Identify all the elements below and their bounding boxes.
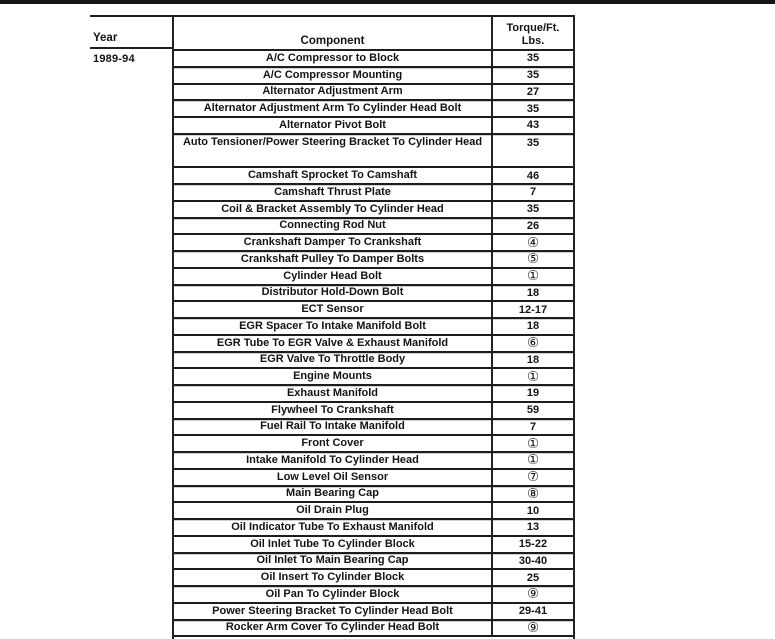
table-row bbox=[174, 202, 573, 219]
table-row bbox=[174, 168, 573, 185]
table-row bbox=[174, 353, 573, 370]
torque-cell: ① bbox=[491, 436, 573, 451]
component-cell: Intake Manifold To Cylinder Head bbox=[246, 453, 419, 466]
torque-cell: ⑧ bbox=[491, 487, 573, 502]
component-cell: Rocker Arm Cover To Cylinder Head Bolt bbox=[225, 621, 440, 634]
table-row bbox=[174, 386, 573, 403]
component-cell: Engine Mounts bbox=[293, 370, 372, 383]
component-cell: Main Bearing Cap bbox=[286, 487, 379, 500]
torque-cell: 18 bbox=[491, 353, 573, 368]
table-row bbox=[174, 570, 573, 587]
torque-cell: 7 bbox=[491, 185, 573, 200]
table-row bbox=[174, 453, 573, 470]
table-row bbox=[174, 118, 573, 135]
year-value: 1989-94 bbox=[93, 53, 135, 65]
component-cell: Auto Tensioner/Power Steering Bracket To Cylinder Head bbox=[182, 135, 483, 148]
torque-header-line1: Torque/Ft. bbox=[506, 22, 560, 35]
torque-cell: ① bbox=[491, 453, 573, 468]
table-row bbox=[174, 554, 573, 571]
table-rows bbox=[174, 51, 573, 637]
component-cell: Coil & Bracket Assembly To Cylinder Head bbox=[221, 202, 444, 215]
table-row bbox=[174, 470, 573, 487]
torque-header bbox=[491, 17, 573, 49]
component-cell: Distributor Hold-Down Bolt bbox=[261, 286, 404, 299]
component-cell: Low Level Oil Sensor bbox=[276, 470, 389, 483]
component-cell: Front Cover bbox=[301, 437, 364, 450]
table-row bbox=[174, 436, 573, 453]
table-row bbox=[174, 369, 573, 386]
torque-cell: 7 bbox=[491, 420, 573, 435]
torque-cell: 10 bbox=[491, 503, 573, 518]
table-header-row bbox=[174, 17, 573, 51]
component-cell: Oil Insert To Cylinder Block bbox=[260, 571, 405, 584]
component-header: Component bbox=[300, 35, 365, 47]
component-cell: A/C Compressor Mounting bbox=[262, 68, 403, 81]
torque-cell: 35 bbox=[491, 101, 573, 116]
torque-cell: ⑨ bbox=[491, 621, 573, 636]
table-row bbox=[174, 621, 573, 638]
table-row bbox=[174, 587, 573, 604]
component-cell: Camshaft Thrust Plate bbox=[274, 185, 391, 198]
component-cell: Flywheel To Crankshaft bbox=[271, 403, 394, 416]
table-row bbox=[174, 286, 573, 303]
torque-header-line2: Lbs. bbox=[521, 34, 545, 47]
torque-cell: ⑦ bbox=[491, 470, 573, 485]
table-row bbox=[174, 85, 573, 102]
table-row bbox=[174, 185, 573, 202]
year-column bbox=[90, 15, 172, 639]
table-row bbox=[174, 219, 573, 236]
table-row bbox=[174, 403, 573, 420]
component-cell: Alternator Adjustment Arm To Cylinder Head Bolt bbox=[203, 102, 462, 115]
table-row bbox=[174, 135, 573, 169]
component-cell: EGR Tube To EGR Valve & Exhaust Manifold bbox=[216, 336, 449, 349]
torque-cell: 18 bbox=[491, 319, 573, 334]
table-row bbox=[174, 101, 573, 118]
component-cell: Crankshaft Damper To Crankshaft bbox=[243, 236, 422, 249]
component-cell: Oil Inlet Tube To Cylinder Block bbox=[250, 537, 415, 550]
torque-cell: 29-41 bbox=[491, 604, 573, 619]
component-cell: A/C Compressor to Block bbox=[265, 51, 400, 64]
torque-cell: 43 bbox=[491, 118, 573, 133]
torque-cell: ⑥ bbox=[491, 336, 573, 351]
table-row bbox=[174, 503, 573, 520]
torque-cell: 12-17 bbox=[491, 302, 573, 317]
component-cell: EGR Valve To Throttle Body bbox=[259, 353, 406, 366]
component-cell: Alternator Adjustment Arm bbox=[262, 85, 403, 98]
torque-cell: ① bbox=[491, 369, 573, 384]
torque-cell: 13 bbox=[491, 520, 573, 535]
component-cell: Crankshaft Pulley To Damper Bolts bbox=[240, 252, 425, 265]
component-cell: Camshaft Sprocket To Camshaft bbox=[247, 169, 418, 182]
table-row bbox=[174, 604, 573, 621]
component-cell: Oil Pan To Cylinder Block bbox=[265, 587, 400, 600]
torque-cell: 46 bbox=[491, 168, 573, 183]
torque-spec-table bbox=[172, 15, 575, 639]
component-cell: EGR Spacer To Intake Manifold Bolt bbox=[239, 319, 426, 332]
component-cell: Fuel Rail To Intake Manifold bbox=[260, 420, 405, 433]
table-row bbox=[174, 68, 573, 85]
page-top-edge-bar bbox=[0, 0, 775, 4]
torque-cell: ① bbox=[491, 269, 573, 284]
component-cell: Oil Indicator Tube To Exhaust Manifold bbox=[231, 520, 434, 533]
component-cell: Cylinder Head Bolt bbox=[283, 269, 382, 282]
table-row bbox=[174, 302, 573, 319]
table-row bbox=[174, 51, 573, 68]
torque-cell: ⑤ bbox=[491, 252, 573, 267]
torque-cell: 26 bbox=[491, 219, 573, 234]
component-cell: Oil Drain Plug bbox=[296, 504, 369, 517]
component-cell: Oil Inlet To Main Bearing Cap bbox=[256, 554, 409, 567]
torque-cell: ④ bbox=[491, 235, 573, 250]
torque-cell: 35 bbox=[491, 202, 573, 217]
torque-cell: 35 bbox=[491, 135, 573, 167]
torque-cell: 30-40 bbox=[491, 554, 573, 569]
torque-cell: 35 bbox=[491, 51, 573, 66]
component-cell: Alternator Pivot Bolt bbox=[279, 118, 386, 131]
table-row bbox=[174, 235, 573, 252]
table-row bbox=[174, 487, 573, 504]
year-header: Year bbox=[90, 17, 172, 49]
torque-cell: ⑨ bbox=[491, 587, 573, 602]
table-row bbox=[174, 252, 573, 269]
table-row bbox=[174, 336, 573, 353]
component-cell: ECT Sensor bbox=[301, 303, 364, 316]
table-row bbox=[174, 269, 573, 286]
torque-cell: 35 bbox=[491, 68, 573, 83]
table-row bbox=[174, 537, 573, 554]
torque-cell: 18 bbox=[491, 286, 573, 301]
table-row bbox=[174, 520, 573, 537]
component-cell: Exhaust Manifold bbox=[286, 386, 379, 399]
torque-cell: 27 bbox=[491, 85, 573, 100]
torque-cell: 59 bbox=[491, 403, 573, 418]
torque-cell: 25 bbox=[491, 570, 573, 585]
torque-cell: 19 bbox=[491, 386, 573, 401]
table-row bbox=[174, 420, 573, 437]
component-cell: Connecting Rod Nut bbox=[279, 219, 386, 232]
table-row bbox=[174, 319, 573, 336]
torque-cell: 15-22 bbox=[491, 537, 573, 552]
component-cell: Power Steering Bracket To Cylinder Head Bolt bbox=[212, 604, 453, 617]
